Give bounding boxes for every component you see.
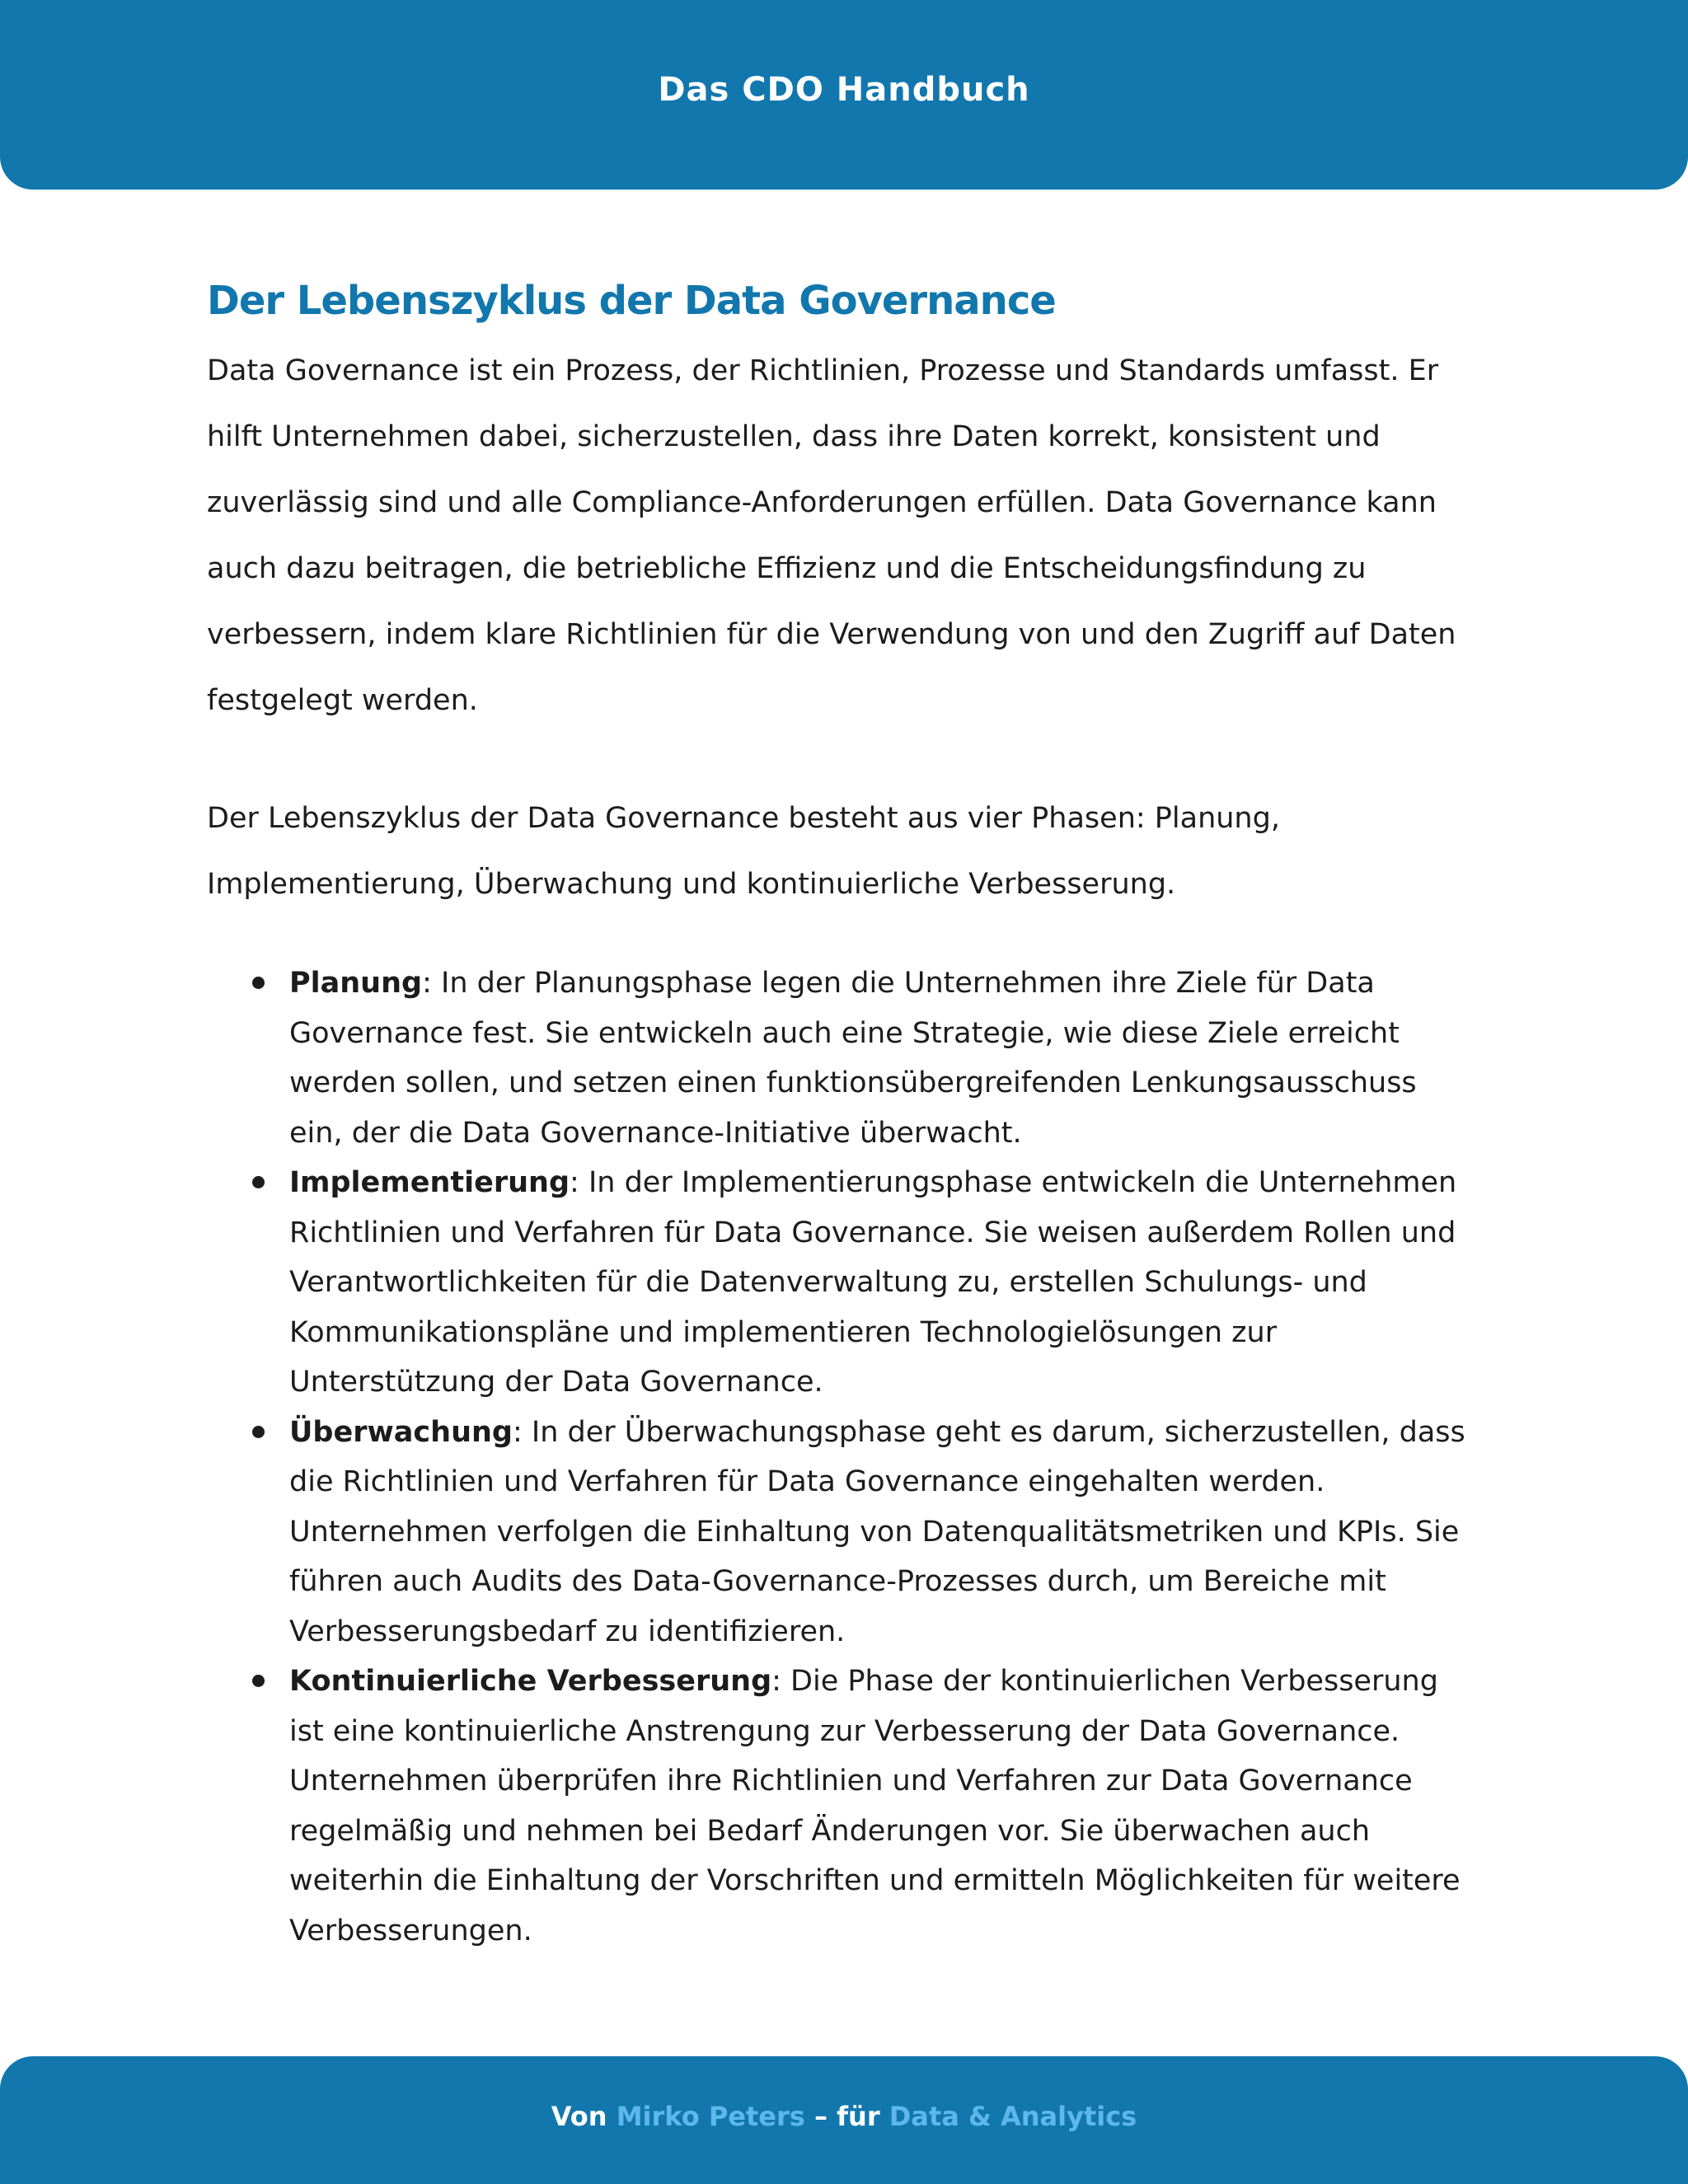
footer-prefix: Von <box>551 2101 617 2132</box>
bullet-icon <box>252 1426 265 1438</box>
list-item-ueberwachung <box>289 1408 1476 1657</box>
intro-paragraph: Data Governance ist ein Prozess, der Richtlinien, Prozesse und Standards umfasst. Er hilft Unternehmen dabei, sicherzustellen, dass ihre Daten korrekt, konsistent und zuverlässig sind und alle Compliance-Anforderungen erfüllen. Data Governance kann auch dazu beitragen, die betriebliche Effizienz und die Entscheidungsfindung zu verbessern, indem klare Richtlinien für die Verwendung von und den Zugriff auf Daten festgelegt werden. <box>207 354 1456 717</box>
page-header <box>0 0 1688 190</box>
footer-separator: – für <box>804 2101 889 2132</box>
phase-name: Überwachung <box>289 1415 513 1449</box>
phase-description: : In der Überwachungsphase geht es darum, sicherzustellen, dass die Richtlinien und Verfahren für Data Governance eingehalten werden. Unternehmen verfolgen die Einhaltung von Datenqualitätsmetriken und KPIs. Sie führen auch Audits des Data-Governance-Prozesses durch, um Bereiche mit Verbesserungsbedarf zu identifizieren. <box>289 1415 1465 1648</box>
phase-name: Kontinuierliche Verbesserung <box>289 1665 772 1698</box>
page-content <box>207 264 1476 1956</box>
phase-description: : Die Phase der kontinuierlichen Verbesserung ist eine kontinuierliche Anstrengung zur Verbesserung der Data Governance. Unternehmen überprüfen ihre Richtlinien und Verfahren zur Data Governance regelmäßig und nehmen bei Bedarf Änderungen vor. Sie überwachen auch weiterhin die Einhaltung der Vorschriften und ermitteln Möglichkeiten für weitere Verbesserungen. <box>289 1665 1461 1947</box>
phases-intro-paragraph: Der Lebenszyklus der Data Governance besteht aus vier Phasen: Planung, Implementierung, Überwachung und kontinuierliche Verbesserung. <box>207 802 1280 901</box>
phase-name: Implementierung <box>289 1166 570 1199</box>
phase-name: Planung <box>289 967 423 1000</box>
book-title: Das CDO Handbuch <box>658 71 1030 109</box>
bullet-icon <box>252 977 265 989</box>
list-item-kontinuierliche-verbesserung <box>289 1657 1476 1956</box>
footer-credit <box>0 2101 1688 2132</box>
phase-list <box>207 958 1476 1956</box>
list-item-implementierung <box>289 1158 1476 1408</box>
footer-author: Mirko Peters <box>616 2101 805 2132</box>
footer-topic: Data & Analytics <box>889 2101 1137 2132</box>
phase-description: : In der Implementierungsphase entwickeln die Unternehmen Richtlinien und Verfahren für Data Governance. Sie weisen außerdem Rollen und Verantwortlichkeiten für die Datenverwaltung zu, erstellen Schulungs- und Kommunikationspläne und implementieren Technologielösungen zur Unterstützung der Data Governance. <box>289 1166 1457 1399</box>
section-title: Der Lebenszyklus der Data Governance <box>207 278 1056 324</box>
phase-description: : In der Planungsphase legen die Unternehmen ihre Ziele für Data Governance fest. Sie entwickeln auch eine Strategie, wie diese Ziele erreicht werden sollen, und setzen einen funktionsübergreifenden Lenkungsausschuss ein, der die Data Governance-Initiative überwacht. <box>289 967 1417 1150</box>
list-item-planung <box>289 958 1476 1158</box>
bullet-icon <box>252 1675 265 1687</box>
page-footer <box>0 2056 1688 2184</box>
bullet-icon <box>252 1176 265 1188</box>
